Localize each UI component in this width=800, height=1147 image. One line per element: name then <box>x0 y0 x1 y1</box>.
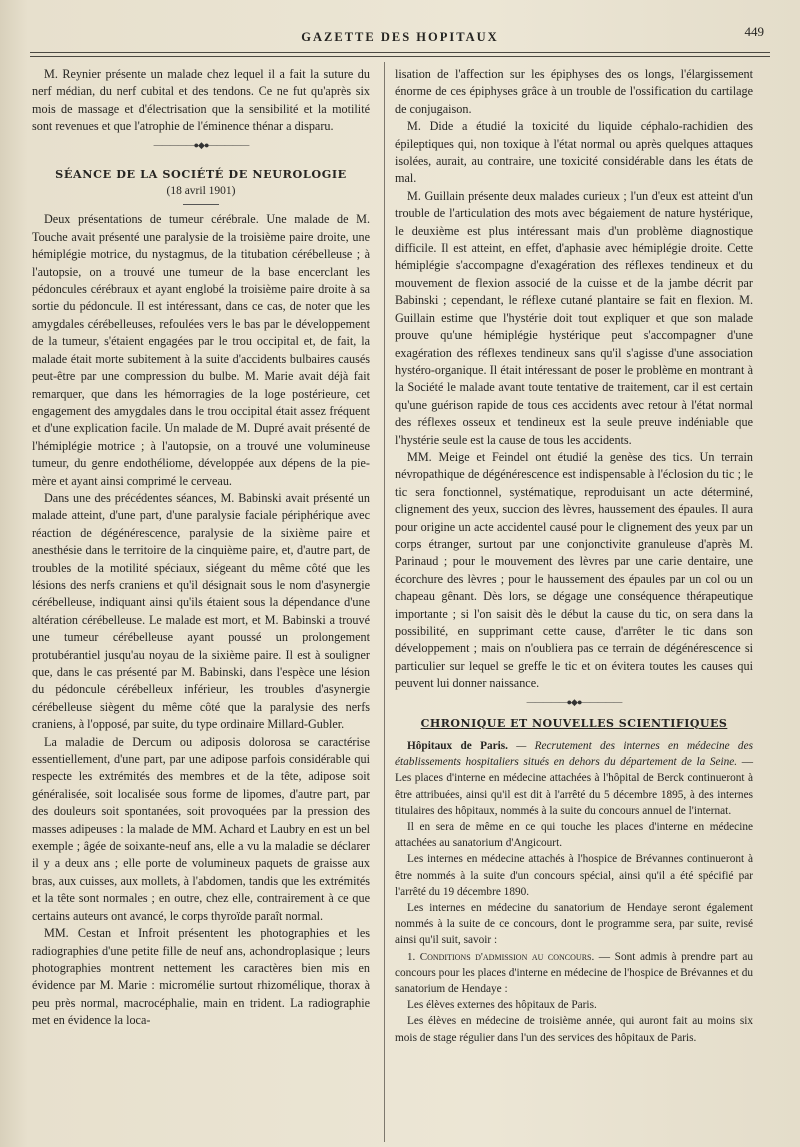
conditions-heading: 1. Conditions d'admission au concours. <box>407 950 595 963</box>
header-rule <box>30 52 770 53</box>
left-column <box>32 66 370 1030</box>
paragraph-angicourt: Il en sera de même en ce qui touche les places d'interne en médecine attachées au sanatorium d'Angicourt. <box>395 821 753 850</box>
paragraph-guillain: M. Guillain présente deux malades curieux ; l'un d'eux est atteint d'un trouble de l'articulation des mots avec bégaiement de nature hystérique, le deuxième est plus intéressant mais d'un problème diagnostique difficile. Il est atteint, en effet, d'aphasie avec hémiplégie droite. Cette hémiplégie s'accompagne d'exagération des réflexes tendineux et du mouvement de flexion associé de la cuisse et de la jambe décrit par Babinski ; cependant, le réflexe cutané plantaire se fait en flexion. M. Guillain estime que l'hystérie doit tout expliquer et que son malade prouve qu'une hémiplégie hystérique peut s'accompagner d'une exagération des réflexes tendineux sans qu'il s'agisse d'une association hystéro-organique. Il était intéressant de poser le problème en montrant à la Société le malade avant toute tentative de traitement, car il est certain qu'une guérison rapide de tous ces accidents avec retour à l'état normal des réflexes osseux et tendineux est la seule preuve indéniable que l'hystérie seule est la cause de tous les accidents. <box>395 188 753 447</box>
page-header <box>32 24 768 52</box>
paragraph-tumeur-cerebrale: Deux présentations de tumeur cérébrale. Une malade de M. Touche avait présenté une paralysie de la troisième paire droite, une hémiplégie motrice, du nystagmus, de la titubation cérébelleuse ; à l'autopsie, on a trouvé une tumeur de la base encerclant les pédoncules cérébraux et ayant englobé la troisième paire droite à sa sortie du pédoncule. Il est intéressant, dans ce cas, de noter que les amygdales cérébelleuses, refoulées vers le bas par le développement de la tumeur, s'étaient engagées par le trou occipital et, de fait, la malade était morte subitement à la suite d'accidents bulbaires causés peut-être par une compression du bulbe. M. Marie avait déjà fait remarquer, que dans les hémorragies de la loge postérieure, cet engagement des amygdales dans le trou occipital était assez fréquent et d'une explication facile. Un malade de M. Dupré avait présenté de l'hémiplégie motrice ; à l'autopsie, on a trouvé une volumineuse tumeur, du genre endothéliome, développée aux dépens de la pie-mère et ayant ainsi comprimé le cerveau. <box>32 212 370 488</box>
hopitaux-text: — Les places d'interne en médecine attachées à l'hôpital de Berck continueront à être attribuées, ainsi qu'il est dit à l'arrêté du 5 décembre 1895, à des internes titulaires des hôpitaux, nommés à la suite du concours annuel de l'internat. <box>395 756 754 817</box>
page-number: 449 <box>744 24 764 39</box>
section-title-chronique: CHRONIQUE ET NOUVELLES SCIENTIFIQUES <box>420 716 728 730</box>
paragraph-reynier: M. Reynier présente un malade chez lequel il a fait la suture du nerf médian, du nerf cubital et des tendons. Ce ne fut qu'après six mois de massage et d'électrisation que la sensibilité et la motilité sont revenues et que l'atrophie de l'éminence thénar a disparu. <box>32 67 370 134</box>
ornament-divider: —————●◆●————— <box>153 139 249 150</box>
paragraph-continuation: lisation de l'affection sur les épiphyses des os longs, l'élargissement énorme de ces épiphyses grâce à un trouble de l'ossification du cartilage de conjugaison. <box>395 67 753 116</box>
header-rule-double <box>30 56 770 57</box>
paragraph-externes: Les élèves externes des hôpitaux de Paris. <box>407 999 597 1012</box>
hopitaux-heading: Hôpitaux de Paris. <box>407 740 508 753</box>
section-rule <box>183 204 219 205</box>
paragraph-hendaye: Les internes en médecine du sanatorium de Hendaye seront également nommés à la suite de ce concours, dont le programme sera, par suite, revisé ainsi qu'il suit, savoir : <box>395 902 753 947</box>
paragraph-babinski: Dans une des précédentes séances, M. Babinski avait présenté un malade atteint, d'une part, d'une paralysie faciale périphérique avec réaction de dégénérescence, paralysie de la sixième paire et anesthésie dans le territoire de la cinquième paire, et, d'autre part, de troubles de la motilité spéciaux, siégeant du même côté que les lésions des nerfs craniens et qu'il désignait sous le nom d'asynergie cérébelleuse, indiquant ainsi qu'ils étaient sous la dépendance d'une altération cérébelleuse. Le malade est mort, et M. Babinski a trouvé une tumeur cérébelleuse ayant poussé un prolongement protubérantiel jusqu'au noyau de la sixième paire. Il est à souligner que, dans le cas présenté par M. Babinski, dans l'espèce une lésion du pédoncule cérébelleux inférieur, les troubles d'asynergie cérébelleuse siègent du même côté que la paralysie des nerfs craniens, à l'opposé, par suite, du type ordinaire Millard-Gubler. <box>32 490 370 732</box>
section-date: (18 avril 1901) <box>166 185 236 198</box>
paragraph-meige-feindel: MM. Meige et Feindel ont étudié la genèse des tics. Un terrain névropathique de dégénérescence est indispensable à l'éclosion du tic ; le tic sera fonctionnel, systématique, reproduisant un acte déterminé, clignement des yeux, succion des lèvres, haussement des épaules. Il aura pour origine un acte accidentel causé pour le clignement des yeux par un corps étranger, surtout par une conjonctivite granuleuse d'après M. Parinaud ; pour le mouvement des lèvres par une carie dentaire, une écorchure des lèvres ; pour le haussement des épaules par un col ou un chapeau gênant. Dès lors, se dégage une conséquence thérapeutique importante ; si l'on saisit dès le début la cause du tic, on sera dans la possibilité, en supprimant cette cause, d'arrêter le tic dans son développement ; mais on n'oubliera pas ce terrain de dégénérescence si particulier sur lequel se greffe le tic et on évitera toutes les causes qui peuvent lui donner naissance. <box>395 449 753 691</box>
paragraph-dide: M. Dide a étudié la toxicité du liquide céphalo-rachidien des épileptiques qui, non toxique à l'état normal ou après quelques attaques isolées, aurait, au contraire, une toxicité considérable dans les états de mal. <box>395 119 753 186</box>
paragraph-conditions <box>395 949 753 998</box>
column-divider <box>384 62 385 1142</box>
section-title-neurologie: SÉANCE DE LA SOCIÉTÉ DE NEUROLOGIE <box>55 166 347 181</box>
paragraph-brevannes: Les internes en médecine attachés à l'hospice de Brévannes continueront à être nommés à la suite d'un concours spécial, ainsi qu'il a été spécifié par l'arrêté du 19 décembre 1890. <box>395 853 753 898</box>
ornament-divider-right: —————●◆●————— <box>526 696 622 707</box>
paragraph-hopitaux-paris <box>395 738 753 819</box>
paragraph-eleves: Les élèves en médecine de troisième année, qui auront fait au moins six mois de stage régulier dans l'un des services des hôpitaux de Paris. <box>395 1015 753 1044</box>
hopitaux-subheading: — Recrutement des internes en médecine des établissements hospitaliers situés en dehors du département de la Seine. <box>395 740 753 769</box>
paragraph-dercum: La maladie de Dercum ou adiposis dolorosa se caractérise essentiellement, d'une part, par une adipose parfois considérable qui respecte les extrémités des membres et de la tête, adipose soit généralisée, soit localisée sous forme de lipomes, d'autre part, par des douleurs soit spontanées, soit provoquées par la pression des masses adipeuses : la malade de MM. Achard et Laubry en est un bel exemple ; âgée de soixante-neuf ans, elle a vu la maladie se déclarer il y a deux ans ; elle porte de volumineux paquets de graisse aux bras, aux cuisses, aux mollets, à l'abdomen, tandis que les extrémités et la tête sont normales ; en outre, chez elle, contrairement à ce que certains auteurs ont avancé, le corps thyroïde paraît normal. <box>32 734 370 923</box>
right-column <box>395 66 753 1046</box>
running-title: GAZETTE DES HOPITAUX <box>301 30 499 44</box>
paragraph-cestan-infroit: MM. Cestan et Infroit présentent les photographies et les radiographies d'une petite fille de neuf ans, achondroplasique ; leurs photographies montrent nettement les caractères bien mis en évidence par M. Marie : micromélie surtout rhizomélique, thorax à peu près normal, macrocéphalie, main en trident. La radiographie met en évidence la loca- <box>32 926 370 1028</box>
conditions-text: — Sont admis à prendre part au concours pour les places d'interne en médecine de l'hospice de Brévannes et du sanatorium de Hendaye : <box>395 950 754 996</box>
